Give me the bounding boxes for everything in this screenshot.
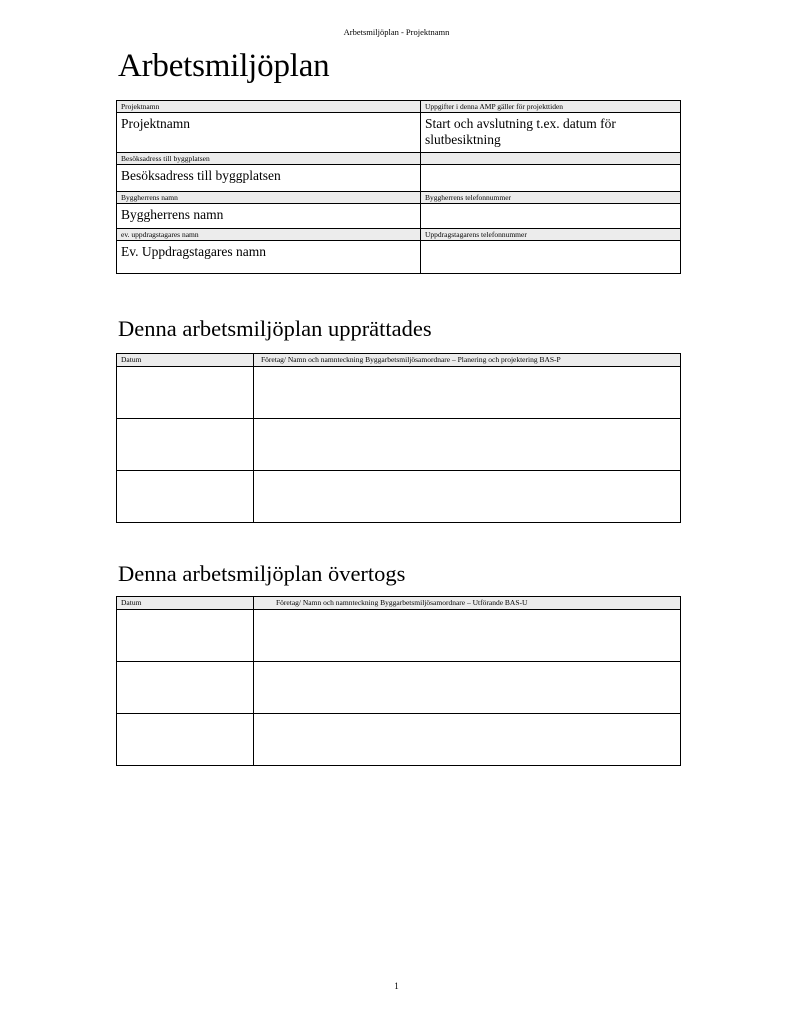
date-cell[interactable]: [117, 714, 254, 766]
date-cell[interactable]: [117, 610, 254, 662]
empty-label-cell: [421, 153, 681, 165]
table-header-row: [117, 597, 681, 610]
signature-cell[interactable]: [254, 662, 681, 714]
page-number: 1: [394, 981, 399, 991]
page-title: Arbetsmiljöplan: [118, 48, 330, 84]
date-cell[interactable]: [117, 367, 254, 419]
project-info-label-row: [117, 153, 681, 165]
contractor-phone-field[interactable]: [421, 241, 681, 274]
signature-cell[interactable]: [254, 367, 681, 419]
project-info-value-row: [117, 204, 681, 229]
project-info-value-row: [117, 241, 681, 274]
signature-cell[interactable]: [254, 714, 681, 766]
empty-value-cell[interactable]: [421, 165, 681, 192]
client-phone-label: Byggherrens telefonnummer: [421, 192, 681, 204]
signature-row: [117, 714, 681, 766]
signature-column-header: Företag/ Namn och namnteckning Byggarbetsmiljösamordnare – Utförande BAS-U: [254, 597, 681, 610]
project-info-value-row: [117, 113, 681, 153]
signature-row: [117, 367, 681, 419]
signature-row: [117, 662, 681, 714]
taken-over-signature-table: [116, 596, 681, 766]
signature-column-header: Företag/ Namn och namnteckning Byggarbetsmiljösamordnare – Planering och projektering BAS-P: [254, 354, 681, 367]
signature-row: [117, 419, 681, 471]
project-info-table: [116, 100, 681, 274]
project-info-label-row: [117, 101, 681, 113]
project-info-label-row: [117, 229, 681, 241]
client-phone-field[interactable]: [421, 204, 681, 229]
contractor-name-label: ev. uppdragstagares namn: [117, 229, 421, 241]
date-cell[interactable]: [117, 662, 254, 714]
signature-cell[interactable]: [254, 610, 681, 662]
signature-cell[interactable]: [254, 419, 681, 471]
taken-over-heading: Denna arbetsmiljöplan övertogs: [118, 561, 406, 586]
signature-row: [117, 610, 681, 662]
date-column-header: Datum: [117, 597, 254, 610]
project-period-field[interactable]: Start och avslutning t.ex. datum för slutbesiktning: [421, 113, 681, 153]
established-heading: Denna arbetsmiljöplan upprättades: [118, 316, 432, 341]
project-name-label: Projektnamn: [117, 101, 421, 113]
project-info-value-row: [117, 165, 681, 192]
contractor-name-field[interactable]: Ev. Uppdragstagares namn: [117, 241, 421, 274]
running-header: Arbetsmiljöplan - Projektnamn: [343, 27, 450, 37]
date-cell[interactable]: [117, 471, 254, 523]
date-cell[interactable]: [117, 419, 254, 471]
client-name-label: Byggherrens namn: [117, 192, 421, 204]
contractor-phone-label: Uppdragstagarens telefonnummer: [421, 229, 681, 241]
table-header-row: [117, 354, 681, 367]
established-signature-table: [116, 353, 681, 523]
project-info-label-row: [117, 192, 681, 204]
signature-row: [117, 471, 681, 523]
date-column-header: Datum: [117, 354, 254, 367]
visiting-address-label: Besöksadress till byggplatsen: [117, 153, 421, 165]
visiting-address-field[interactable]: Besöksadress till byggplatsen: [117, 165, 421, 192]
project-name-field[interactable]: Projektnamn: [117, 113, 421, 153]
signature-cell[interactable]: [254, 471, 681, 523]
client-name-field[interactable]: Byggherrens namn: [117, 204, 421, 229]
project-period-label: Uppgifter i denna AMP gäller för projekttiden: [421, 101, 681, 113]
